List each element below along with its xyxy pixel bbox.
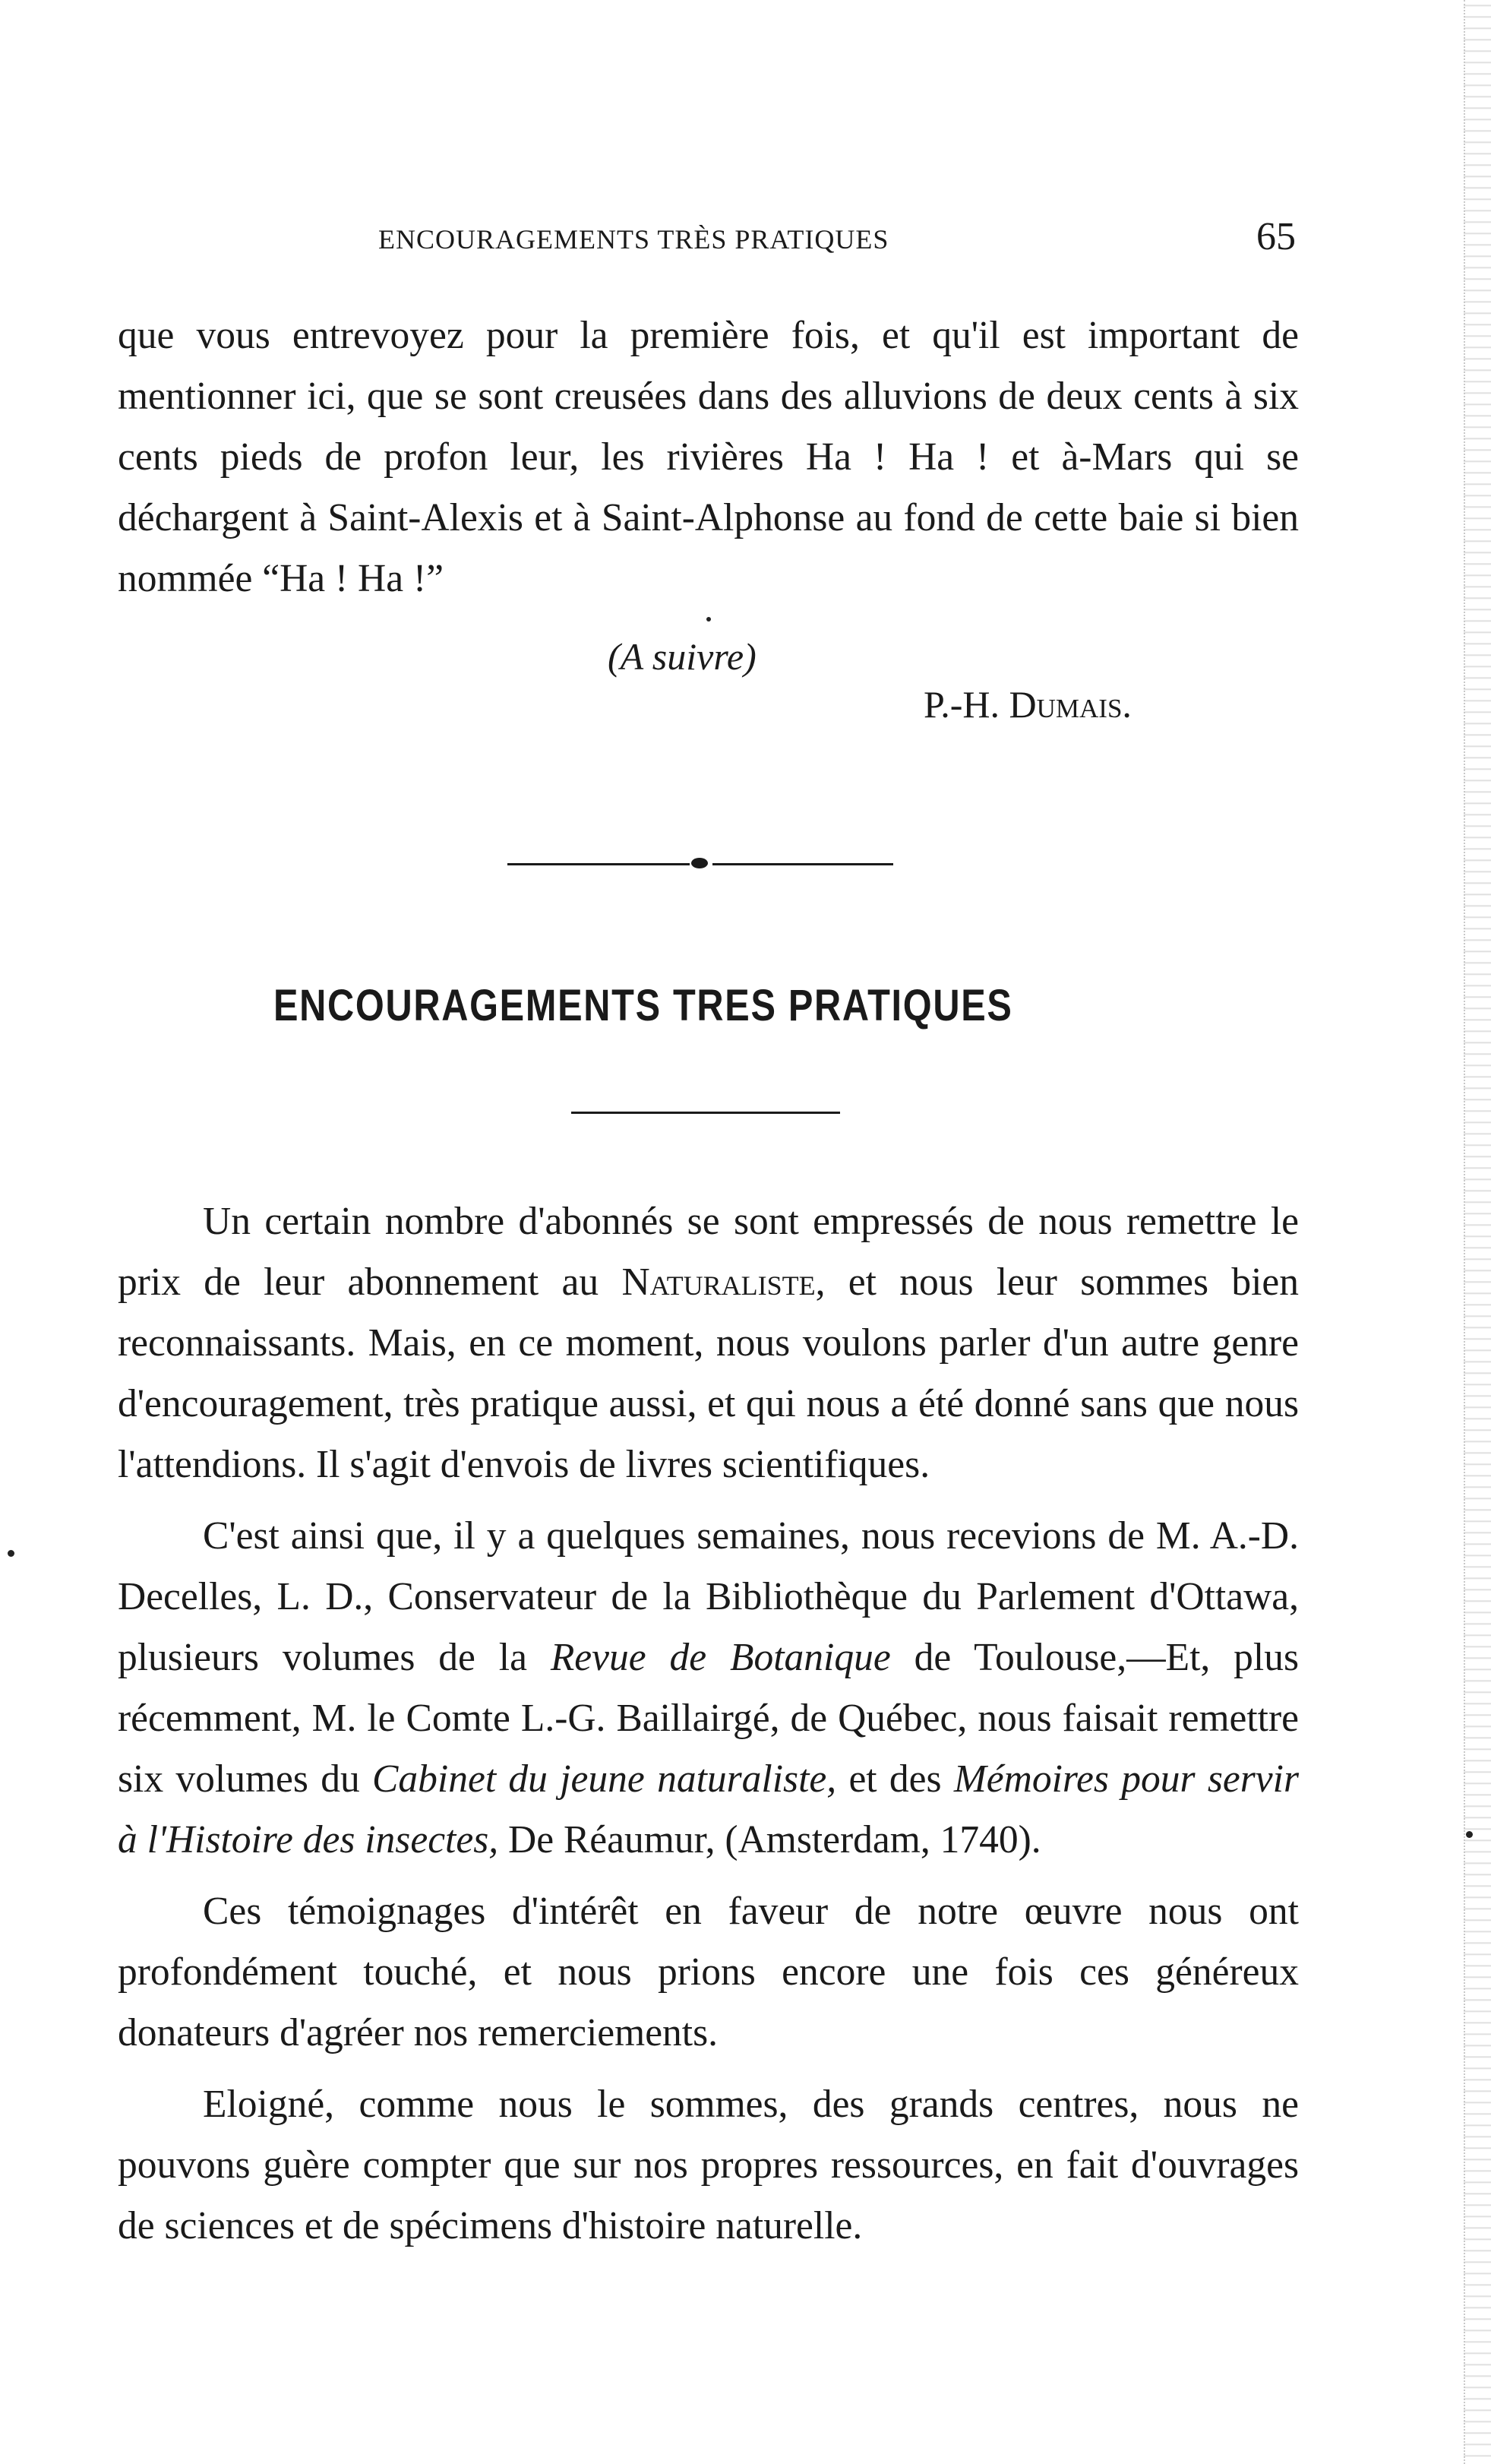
scanned-page-edge bbox=[1464, 0, 1491, 2464]
paragraph-text: de Toulouse,—Et, plus récemment, M. le Comte L.-G. Baillairgé, de Québec, nous faisait remettre six volumes du bbox=[118, 1636, 1300, 1801]
section-divider-ornament bbox=[507, 857, 893, 871]
continued-paragraph bbox=[118, 305, 1299, 609]
paragraph-text: Un certain nombre d'abonnés se sont empressés de nous remettre le prix de leur abonnement au bbox=[118, 1200, 1299, 1304]
article-paragraph bbox=[118, 1191, 1299, 1495]
page-number: 65 bbox=[1256, 215, 1296, 258]
article-paragraph bbox=[118, 1506, 1299, 1871]
paragraph-text: C'est ainsi que, il y a quelques semaines, nous recevions de M. A.-D. Decelles, L. D., Conservateur de la Bibliothèque du Parlement d'Ottawa, plusieurs volumes de la bbox=[118, 1514, 1299, 1679]
scan-speck bbox=[1466, 1831, 1473, 1838]
article-body bbox=[118, 1191, 1299, 2267]
article-paragraph: Eloigné, comme nous le sommes, des grands centres, nous ne pouvons guère compter que sur nos propres ressources, en fait d'ouvrages de sciences et de spécimens d'histoire naturelle. bbox=[118, 2083, 1299, 2247]
article-paragraph: Ces témoignages d'intérêt en faveur de notre œuvre nous ont profondément touché, et nous prions encore une fois ces généreux donateurs d'agréer nos remerciements. bbox=[118, 1890, 1299, 2054]
divider-ornament-icon bbox=[691, 858, 708, 868]
paragraph-text: et des bbox=[836, 1757, 954, 1801]
scan-speck bbox=[8, 1550, 14, 1557]
paragraph-text: , et nous leur sommes bien reconnaissants. Mais, en ce moment, nous voulons parler d'un autre genre d'encouragement, très pratique aussi, et qui nous a été donné sans que nous l'attendions. Il s'agit d'envois de livres scientifiques. bbox=[118, 1260, 1299, 1486]
continued-text: que vous entrevoyez pour la première fois, et qu'il est important de mentionner ici, que se sont creusées dans des alluvions de deux cents à six cents pieds de profon leur, les rivières Ha ! Ha ! et à-Mars qui se déchargent à Saint-Alexis et à Saint-Alphonse au fond de cette baie si bien nommée “Ha ! Ha !” bbox=[118, 314, 1299, 600]
running-title: ENCOURAGEMENTS TRÈS PRATIQUES bbox=[378, 224, 889, 255]
divider-line-right bbox=[712, 863, 893, 865]
to-follow-note: (A suivre) bbox=[608, 635, 757, 678]
author-signature: P.-H. Dumais. bbox=[924, 683, 1132, 726]
running-head bbox=[378, 214, 1296, 260]
article-title: ENCOURAGEMENTS TRES PRATIQUES bbox=[273, 981, 1013, 1030]
book-title: Revue de Botanique bbox=[550, 1636, 891, 1679]
scan-speck bbox=[706, 617, 711, 622]
journal-name: Naturaliste bbox=[621, 1260, 816, 1304]
divider-line-left bbox=[507, 863, 690, 865]
title-rule bbox=[571, 1112, 840, 1114]
book-title: Cabinet du jeune naturaliste, bbox=[372, 1757, 837, 1801]
book-title: Mémoires pour servir à l'Histoire des insectes, bbox=[118, 1757, 1299, 1861]
paragraph-text: De Réaumur, (Amsterdam, 1740). bbox=[498, 1818, 1041, 1861]
